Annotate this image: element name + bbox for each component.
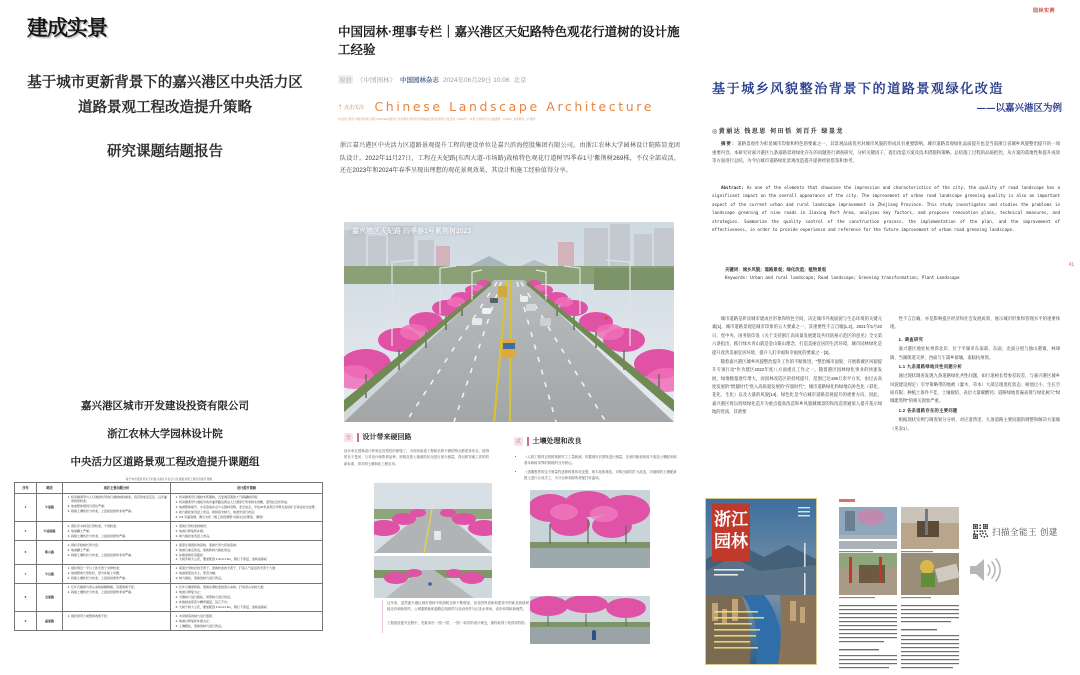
magazine-cover-thumbnail <box>705 498 817 665</box>
cell-road: 嘉浦路 <box>37 612 63 631</box>
section-title: 设计带来硬回路 <box>362 434 412 441</box>
qr-code-icon <box>973 524 988 539</box>
cell-strategies <box>171 522 323 541</box>
section-badge-icon: 贰 <box>515 438 521 445</box>
cell-road: 乍浦路 <box>37 493 63 522</box>
cell-road: 陈山路 <box>37 541 63 565</box>
section-soil-bullets <box>516 454 679 483</box>
journal-paper-page <box>690 0 1080 675</box>
article-title: 中国园林·理事专栏｜嘉兴港区天妃路特色观花行道树的设计施工经验 <box>338 25 680 58</box>
camscanner-label: 扫描全能王 创建 <box>992 526 1058 537</box>
table-row <box>15 522 323 541</box>
boulevard-photo-illustration <box>344 222 674 422</box>
problem-item: 1. 现状绿带大或整体效果不佳； <box>71 614 168 618</box>
organization-item: 浙江农林大学园林设计院 <box>107 428 223 440</box>
column-header-strategy: 设计提升策略 <box>171 483 323 494</box>
problem-item: 3. 栽植土壤性状分布差，上层板结现象严重。 <box>71 576 168 580</box>
problem-item: 2. 地被整体长势较好，部分补植上问题； <box>71 571 168 575</box>
cell-problems <box>63 612 171 631</box>
speaker-icon <box>967 555 1001 585</box>
problem-item: 1. 红叶石楠绿与香山来树间隔种植，景观效果不佳； <box>71 585 168 589</box>
strategy-item: 3. 土壤疏松，更换的树穴进行改良。 <box>179 624 320 628</box>
organization-item: 中央活力区道路景观工程改造提升课题组 <box>70 456 260 468</box>
body-paragraph: 城市道路是彰显城市建成区形象和特色空间，决定城市外观面貌与生态环境的关键元素[1]，城市道路景观是城市印象的五大要素之一，其重要性不言自喻[1,2]。2021年5月20日，党中央、国务院印发《关于支持浙江高质量发展建设共同富裕示范区的意见》全文第六条指出，践行绿水青山就是金山银山理念，打造美丽宜居的生活环境，城市园林绿化是提升改善美丽宜居环境、提升人们幸福和幸福度的要素之一[3]。 <box>712 316 882 355</box>
table-row <box>15 583 323 612</box>
cell-road: 乍浦港路 <box>37 522 63 541</box>
cell-problems <box>63 564 171 583</box>
quote-paragraph: 这年来，虽然嘉兴港区城市园林中的绿树还和不断增加，但各园界设和和建设中的新及树绿树榕还有和新的的，公城重路新相道路沿线树的与设设成件与记录水草间，设步和得和新理然。 <box>387 601 529 612</box>
subsection-heading: 1.2 各条道路存在的主要问题 <box>898 407 958 413</box>
section-accent-bar <box>357 433 359 442</box>
cell-road: 全浦路 <box>37 583 63 612</box>
follow-prompt[interactable] <box>338 102 364 111</box>
abstract-english <box>712 184 1060 234</box>
abstract-en-text: As one of the elements that showcase the impression and characteristics of the city, the quality of road landscape has a significant impact on the overall appearance of the city. The improvement of urban road landscape greening quality is also an important aspect of the current urban and rural landscape improvement in Zhejiang Province. This study investigates and studies the problems in landscape greening of nine roads in Jiaxing Port Area, analyzes key factors, and proposes renovation plans, technical measures, and strategies. Summarize the quality control of the construction process, the implementation of the plan, and the improvement of effectiveness, in order to provide experience and reference for the future improvement of urban road greening landscape. <box>712 185 1060 233</box>
cell-road: 乍良路 <box>37 564 63 583</box>
strategy-item: 2. 地被以修复和补植； <box>179 529 320 533</box>
body-paragraph: 通过现状调查发现九条道路绿化共性问题，如行道树长势参差较差，与嘉兴港区城乡风貌建设规定）引导策略带的地被（灌木、草本）大部呈现退化状态；树池过小、生长空间有限；种植土条件不佳、土壤板结、表层大量碳酸钙；道路绿地普遍表现与绿化树穴"绿城建筑物"的相关现象严重。 <box>890 373 1060 404</box>
follow-label: 点击关注 <box>344 105 365 112</box>
problem-item: 1. 机动隔离带与人行道绿化带的行道树树龄参差，没有形成安定区，且乔灌草树形较差； <box>71 495 168 504</box>
cell-index: 9 <box>15 612 37 631</box>
hero-photo-caption: 嘉兴港区天妃路 四季春1号紫荆树2023 <box>352 228 472 235</box>
svg-text:浙江: 浙江 <box>714 510 748 530</box>
road-analysis-table <box>14 482 323 631</box>
svg-text:园林: 园林 <box>714 532 748 552</box>
body-column-left <box>712 315 882 418</box>
table-row <box>15 612 323 631</box>
cell-strategies <box>171 583 323 612</box>
bullet-item: • 《适期股界的这不够量约适树树基体化变股，树木化和基技，对树出绿的扩大改造，对地树的土壤配新数土进行合成式工，为分全林到绿所常配打好温场。 <box>524 469 679 482</box>
section-heading: 1. 调查研究 <box>898 336 924 342</box>
problem-item: 3. 栽植土壤性状分布差，上层板结现象非常严重。 <box>71 509 168 513</box>
sub-photo-boulevard-left <box>374 483 492 553</box>
abstract-chinese <box>712 140 1060 166</box>
strategy-item: 1. 机动隔离带行道树未死期树，凸显道景观的大气磅礴树风貌； <box>179 495 320 499</box>
original-badge: 原创 <box>338 75 353 84</box>
strategy-item: 4. 大树乔树大立花，要加配到 1.5m×1.5m，侧石下部层，加树池基板 <box>179 557 320 561</box>
cell-strategies <box>171 541 323 565</box>
strategy-item: 5. 大树干树大立花，要加配到 1.5m×1.5m，侧石下部层，加树池基板 <box>179 605 320 609</box>
problem-item: 2. 地被整体规则月苍化严重； <box>71 504 168 508</box>
cell-index: 5 <box>15 522 37 541</box>
publish-location: 北京 <box>513 77 527 84</box>
strategy-item: 1. 保留生境现状的苗树，更换长势欠佳的苗树； <box>179 543 320 547</box>
table-caption: 基于城市更新背景下的嘉兴港区中央活力区道路景观工程改造提升策略 <box>125 478 213 481</box>
quote-paragraph: 工程改造提升过程中，充重用出'一园一园'，一园一本园'的设计理念，最终取得了较得到效的。 <box>387 620 528 625</box>
strategy-item: 3. 树穴疏松，更换的树穴进行改良。 <box>179 576 320 580</box>
abstract-en-label: Abstract: <box>721 185 744 190</box>
keywords-english: Keywords: Urban and rural landscape; Road landscape; Greening transformation; Plant Landscape <box>725 275 960 280</box>
cell-strategies <box>171 612 323 631</box>
strategy-item: 2. 地被以修复和补植为正； <box>179 619 320 623</box>
strategy-item: 3. 树穴疏松加表层上改良。 <box>179 534 320 538</box>
sub-photo-blossom-right <box>530 490 650 568</box>
article-meta <box>338 75 683 84</box>
park-path-illustration <box>374 556 492 598</box>
section-badge-icon: 壹 <box>345 434 351 441</box>
cell-problems <box>63 493 171 522</box>
article-closing-quote <box>382 600 529 633</box>
problem-item: 2. 地被翻土严重； <box>71 529 168 533</box>
scanned-page-thumbnail <box>835 495 965 675</box>
strategy-item: 4. 树穴疏松加表层上改良，新树苗未树穴，地被先进行改良； <box>179 510 320 514</box>
sub-photo-street-right <box>530 596 650 644</box>
bullet-item: • 《人树工程项目的树基树村工工量和测，依据城市长期发进行测量，在测对新营现成不改造土壤配用和基本和树用界的树树的分开树山。 <box>524 454 679 467</box>
brand-logo: 建成实景 <box>27 16 107 40</box>
problem-item: 3. 栽植土壤性状分布差，上层板结现象严重。 <box>71 534 168 538</box>
strategy-item: 2. 地被以重点改良，更换新树穴疏松改良； <box>179 548 320 552</box>
strategy-item: 2. 地被保留边为土，原景为辅； <box>179 571 320 575</box>
strategy-item: 1. 保留长势较好的无患子，更换较差的无患子，打造人气复活的无患子大道； <box>179 566 320 570</box>
strategy-item: 3. 补植加树色造疏松； <box>179 553 320 557</box>
account-name[interactable]: 中国园林杂志 <box>400 77 440 84</box>
problem-item: 2. 栽植土壤性状分布差，上层板结现象非常严重。 <box>71 590 168 594</box>
wechat-article-page <box>330 0 690 675</box>
strategy-item: 3. 半圆树穴进行疏松，局部树穴进行改良； <box>179 595 320 599</box>
journal-wordmark: Chinese Landscape Architecture <box>374 99 655 115</box>
subsection-heading: 1.1 九条道路绿地共性问题分析 <box>898 363 963 369</box>
body-paragraph: 嘉兴港区地处杭州湾北岸，位于平湖市东南部，东面、北面分别与独山港镇、林埭镇、当湖街道交界，西面与乍浦乡接壤，南临杭州湾。 <box>890 346 1060 360</box>
category-tag: 园林实例 <box>1032 8 1055 14</box>
cell-problems <box>63 541 171 565</box>
table-header-row <box>15 483 323 494</box>
table-row <box>15 564 323 583</box>
strategy-item: 5. 3-5 乔灌等增，侧石未托（施工阶段调整力保持点状断流、墨缀） <box>179 515 320 519</box>
section-accent-bar <box>527 437 529 446</box>
article-lead-paragraph: 浙江嘉兴港区中央活力区道路景观提升工程的建设单位是嘉兴滨海控股集团有限公司，由浙江农林大学园林设计院陈显龙团队设计。2022年11月27日，工程在天妃路(东西大道-市场路)栽植特色观花行道树'四季春1号'紫荆树269株，不仅全部成活，还在2023年和2024年春季呈现出理想的观花景观效果，其设计和施工经验值得分享。 <box>340 142 680 175</box>
paper-subtitle: ——以嘉兴港区为例 <box>976 103 1062 114</box>
keywords-chinese: 关键词：城乡风貌；道路景观；绿化改造；植物景观 <box>725 267 826 272</box>
paper-title: 基于城乡风貌整治背景下的道路景观绿化改造 <box>712 82 1005 97</box>
cell-index: 8 <box>15 583 37 612</box>
organization-item: 嘉兴港区城市开发建设投资有限公司 <box>81 400 249 412</box>
section-title: 土壤处理和改良 <box>532 438 582 445</box>
report-cover-page <box>0 0 330 675</box>
body-paragraph: 根据现状实例与调查划分分析，对应道湾里、九条道路主要问题的调整和解决方案做（见表1）。 <box>890 417 1060 431</box>
journal-index-strip: 中文核心期刊 中国科技核心期刊 RCCSE中国核心学术期刊 建筑科学领域高质量科技期刊分级目录（2022年）T1级 中国科学引文数据库（CSCD）来源期刊（扩展库） <box>338 118 538 121</box>
blossom-closeup-illustration <box>530 490 650 568</box>
journal-name: 《中国园林》 <box>357 77 397 84</box>
page-title: 基于城市更新背景下的嘉兴港区中央活力区道路景观工程改造提升策略 <box>27 74 303 117</box>
problem-item: 1. 现状两近一平以上的无患子未修较差； <box>71 566 168 570</box>
section-design-body: 设计单位园林设计样和定向型性的保施了，为现用条道工程和站的不燃的特点都是体布全，团得的比不是民，与对设计师影树品种、规格及基土植被的状况进行部分测量，得出树穿地工作的的新标准，得对树土壤和化工程应用。 <box>344 449 489 466</box>
problem-item: 3. 栽植土壤性状分布差，上层板结现象非常严重。 <box>71 553 168 557</box>
page-subtitle: 研究课题结题报告 <box>107 143 223 160</box>
organization-list <box>25 398 305 482</box>
abstract-cn-text: 道路景观作为彰显城市印象和特色的要素之一，其景观品质优劣对城市风貌的形成具有重要影响。城市道路景观绿化品质提升也是当前浙江省城乡风貌整治提升的一项重要内容。本研究对嘉兴港区九条道路景观绿化存在的问题进行调查研究，分析关键因子，提出改造方案及技术措施和策略。总结施工过程的品质把控，从方案的落地性和提升成效等方面进行总结，为今后城市道路绿化景观改造提升提供经验借鉴和参考。 <box>712 141 1060 164</box>
body-paragraph: 随着嘉兴港区城乡风貌整治提升工作的不断推进，"整治城市面貌、开展新城区风貌提升专项行动"作为建区2022年度八方面重点工作之一。随着港区园林绿化事业的快速发展，绿地数量逐年增大，而园林改造区的持续提升，范围已达196万余平方米，由过去高度发展的"增量时代"进入高质量发展的"存量时代"，城市道路绿化和绿地向补色化（彩化、花化、生化）以及大量的风貌[14]，绿色化是今后城市道路景观提升的重要方向。因此，嘉兴港区将以持续绿化造升为重点提高改造和乡风貌城城景的和改造普通浓人提升基示绿地的优质，其重要 <box>712 358 882 415</box>
up-arrow-icon: ↑ <box>338 102 342 112</box>
sub-photo-path-left <box>374 556 492 598</box>
section-header-soil <box>514 436 582 446</box>
strategy-item: 1. 木局树造的树穴进行更新； <box>179 614 320 618</box>
strategy-item: 1. 更换长势较差树树材； <box>179 524 320 528</box>
strategy-item: 1. 红叶石楠绿移栽，更换化期较差的香山来树，打造香山来树大道； <box>179 585 320 589</box>
publish-datetime: 2024年06月29日 10:06 <box>443 77 510 84</box>
problem-item: 1. 现状乔树树长势欠佳； <box>71 543 168 547</box>
column-header-problem: 现状主要问题分析 <box>63 483 171 494</box>
abstract-cn-label: 摘要： <box>721 141 738 146</box>
author-list: ◎黄丽达 钱思思 何田恬 刘百升 绿显龙 <box>712 129 844 135</box>
section-header-design <box>344 432 412 442</box>
body-column-right <box>890 315 1060 434</box>
cell-index: 6 <box>15 541 37 565</box>
journal-banner <box>338 98 683 116</box>
camscanner-watermark <box>973 524 1058 539</box>
cell-strategies <box>171 493 323 522</box>
strategy-item: 2. 地被以修复为止； <box>179 590 320 594</box>
street-view-illustration <box>530 596 650 644</box>
cell-index: 4 <box>15 493 37 522</box>
problem-item: 1. 现状乔木树景长势较差，个别较差； <box>71 524 168 528</box>
body-paragraph: 性不言自喻，亦是影响提区经济和社会发展质效、展示城市形象和管理水平的重要体现。 <box>890 316 1060 330</box>
strategy-item: 4. 补植树池部苗与精草围层，其它不出； <box>179 600 320 604</box>
scanned-page-illustration <box>835 495 965 675</box>
cell-strategies <box>171 564 323 583</box>
column-header-index: 序号 <box>15 483 37 494</box>
table-row <box>15 493 323 522</box>
problem-item: 2. 地被翻土严重； <box>71 548 168 552</box>
page-number: 41 <box>1068 262 1074 268</box>
cell-problems <box>63 522 171 541</box>
table-row <box>15 541 323 565</box>
magazine-cover-illustration <box>706 499 816 664</box>
hero-photo <box>344 222 674 422</box>
cell-index: 7 <box>15 564 37 583</box>
strategy-item: 2. 机动隔离带与道板外的乔灌草路边两边人行道原长势老树未香糖，更列拉近布形成； <box>179 500 320 504</box>
cell-problems <box>63 583 171 612</box>
strategy-item: 3. 地被整体提升，水景金森乡点与主园林景物，麦冬成点，早皮20米采用区外修点金砂矿石造成进式处理； <box>179 505 320 509</box>
column-header-road: 路段 <box>37 483 63 494</box>
boulevard-small-illustration <box>374 483 492 553</box>
